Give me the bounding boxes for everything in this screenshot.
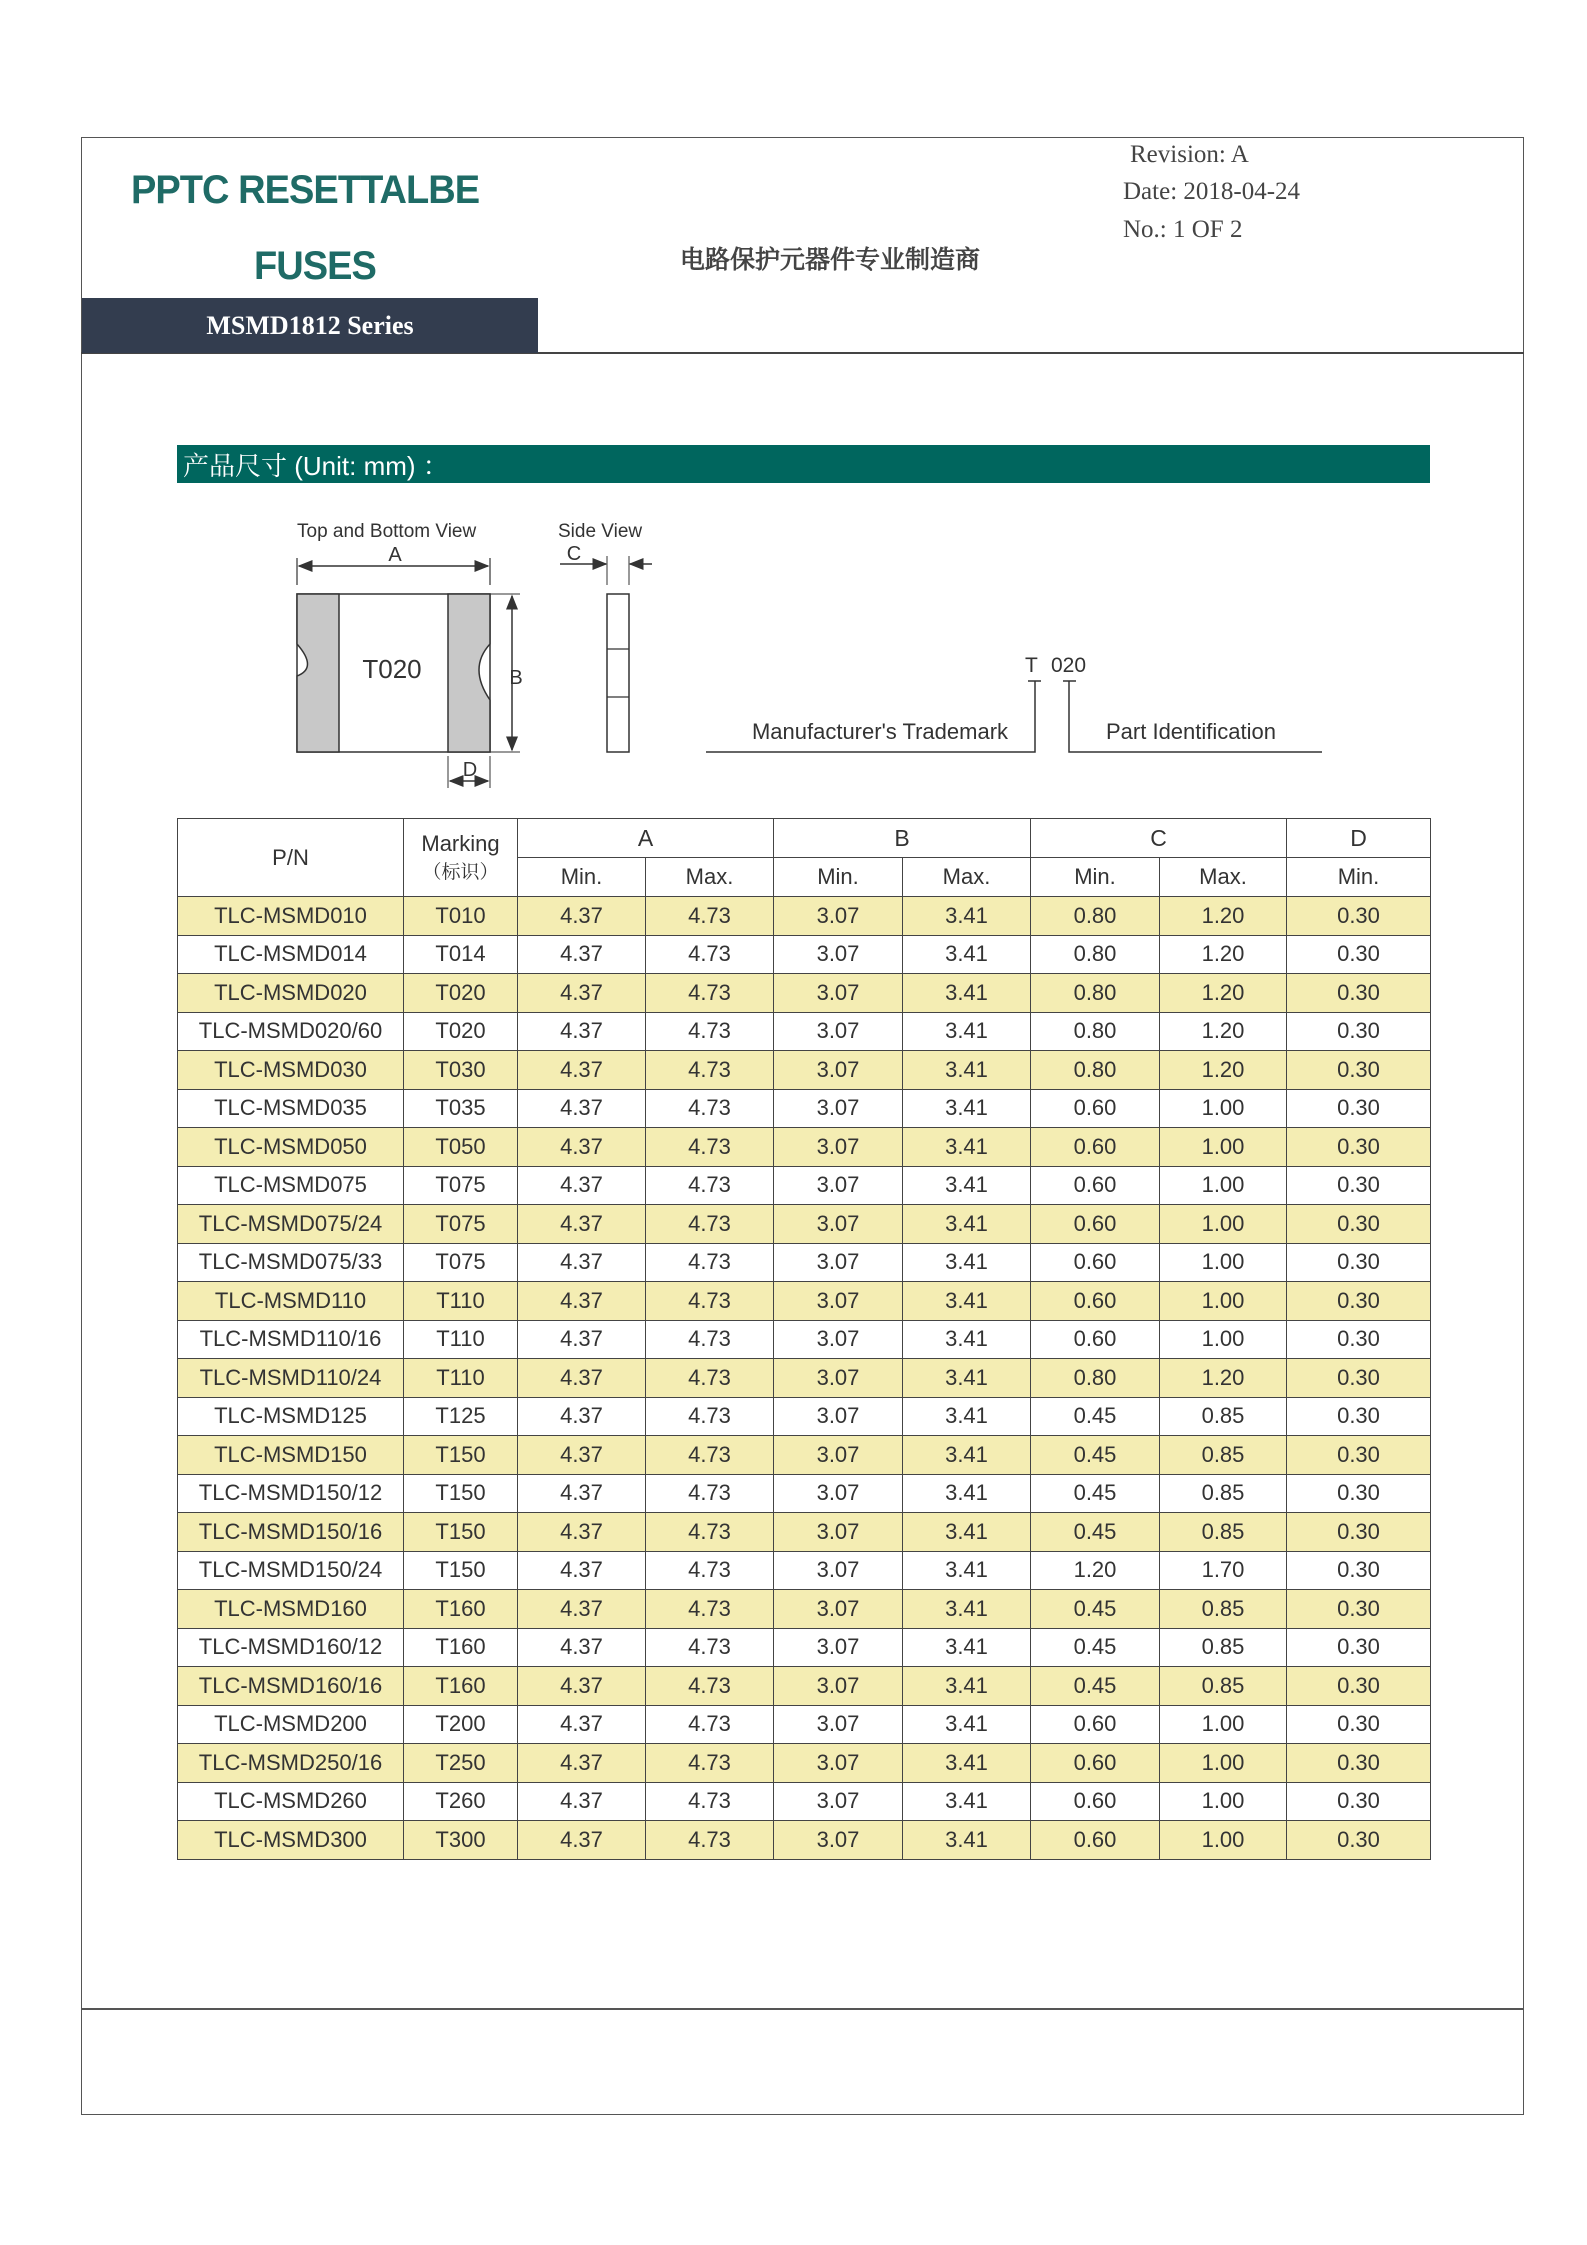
left-terminal	[297, 594, 339, 752]
cell-c-min: 0.80	[1031, 1051, 1160, 1090]
col-header-a-max: Max.	[646, 858, 774, 897]
col-group-c: C	[1031, 819, 1287, 858]
cell-marking: T075	[404, 1243, 518, 1282]
cell-c-min: 0.45	[1031, 1667, 1160, 1706]
cell-c-max: 1.20	[1160, 974, 1287, 1013]
cell-d-min: 0.30	[1287, 1128, 1431, 1167]
cell-a-min: 4.37	[518, 1243, 646, 1282]
cell-c-max: 1.00	[1160, 1705, 1287, 1744]
cell-pn: TLC-MSMD075	[178, 1166, 404, 1205]
cell-marking: T110	[404, 1320, 518, 1359]
cell-a-max: 4.73	[646, 1243, 774, 1282]
col-header-b-max: Max.	[903, 858, 1031, 897]
cell-c-max: 1.00	[1160, 1128, 1287, 1167]
cell-pn: TLC-MSMD125	[178, 1397, 404, 1436]
table-row	[178, 1205, 1431, 1244]
cell-d-min: 0.30	[1287, 1397, 1431, 1436]
cell-a-max: 4.73	[646, 1051, 774, 1090]
cell-a-max: 4.73	[646, 974, 774, 1013]
cell-a-min: 4.37	[518, 1166, 646, 1205]
cell-d-min: 0.30	[1287, 1436, 1431, 1475]
col-header-c-max: Max.	[1160, 858, 1287, 897]
cell-b-min: 3.07	[774, 1359, 903, 1398]
cell-c-min: 1.20	[1031, 1551, 1160, 1590]
cell-a-min: 4.37	[518, 897, 646, 936]
cell-c-max: 1.20	[1160, 1359, 1287, 1398]
cell-pn: TLC-MSMD200	[178, 1705, 404, 1744]
table-row	[178, 1397, 1431, 1436]
cell-marking: T150	[404, 1551, 518, 1590]
cell-a-max: 4.73	[646, 1705, 774, 1744]
cell-a-max: 4.73	[646, 1320, 774, 1359]
cell-d-min: 0.30	[1287, 1590, 1431, 1629]
cell-a-max: 4.73	[646, 1782, 774, 1821]
cell-b-max: 3.41	[903, 1320, 1031, 1359]
cell-c-max: 1.00	[1160, 1243, 1287, 1282]
chip-side-view	[607, 594, 629, 752]
cell-a-max: 4.73	[646, 1397, 774, 1436]
cell-d-min: 0.30	[1287, 1628, 1431, 1667]
table-row	[178, 1359, 1431, 1398]
cell-pn: TLC-MSMD035	[178, 1089, 404, 1128]
table-row	[178, 1551, 1431, 1590]
cell-marking: T020	[404, 974, 518, 1013]
cell-c-max: 1.70	[1160, 1551, 1287, 1590]
cell-c-max: 0.85	[1160, 1590, 1287, 1629]
cell-marking: T150	[404, 1513, 518, 1552]
cell-b-min: 3.07	[774, 1089, 903, 1128]
cell-c-max: 1.20	[1160, 1051, 1287, 1090]
cell-marking: T030	[404, 1051, 518, 1090]
section-title: 产品尺寸 (Unit: mm) ：	[183, 450, 449, 481]
cell-b-max: 3.41	[903, 1513, 1031, 1552]
cell-b-max: 3.41	[903, 1205, 1031, 1244]
cell-b-max: 3.41	[903, 1590, 1031, 1629]
col-group-b: B	[774, 819, 1031, 858]
cell-b-max: 3.41	[903, 1474, 1031, 1513]
cell-pn: TLC-MSMD150/16	[178, 1513, 404, 1552]
cell-marking: T075	[404, 1205, 518, 1244]
cell-b-min: 3.07	[774, 1243, 903, 1282]
cell-pn: TLC-MSMD300	[178, 1821, 404, 1860]
cell-c-max: 0.85	[1160, 1397, 1287, 1436]
table-row	[178, 935, 1431, 974]
cell-b-min: 3.07	[774, 1128, 903, 1167]
chip-marking: T020	[362, 654, 422, 684]
cell-a-max: 4.73	[646, 1166, 774, 1205]
cell-b-min: 3.07	[774, 935, 903, 974]
cell-marking: T020	[404, 1012, 518, 1051]
table-row	[178, 1590, 1431, 1629]
table-row	[178, 1821, 1431, 1860]
cell-c-max: 1.00	[1160, 1782, 1287, 1821]
cell-a-min: 4.37	[518, 1551, 646, 1590]
marking-prefix: T	[1025, 654, 1038, 677]
cell-d-min: 0.30	[1287, 1782, 1431, 1821]
cell-d-min: 0.30	[1287, 1821, 1431, 1860]
cell-a-max: 4.73	[646, 1821, 774, 1860]
cell-a-max: 4.73	[646, 1205, 774, 1244]
company-tagline: 电路保护元器件专业制造商	[679, 246, 980, 274]
table-row	[178, 1744, 1431, 1783]
revision-text: Revision: A	[1130, 141, 1249, 168]
cell-b-min: 3.07	[774, 1474, 903, 1513]
cell-a-max: 4.73	[646, 1128, 774, 1167]
cell-b-min: 3.07	[774, 1782, 903, 1821]
cell-c-max: 1.00	[1160, 1166, 1287, 1205]
cell-a-min: 4.37	[518, 1821, 646, 1860]
cell-marking: T300	[404, 1821, 518, 1860]
cell-b-min: 3.07	[774, 1436, 903, 1475]
cell-marking: T150	[404, 1474, 518, 1513]
date-text: Date: 2018-04-24	[1123, 178, 1301, 205]
table-row	[178, 1166, 1431, 1205]
cell-pn: TLC-MSMD075/24	[178, 1205, 404, 1244]
table-row	[178, 974, 1431, 1013]
cell-a-min: 4.37	[518, 1051, 646, 1090]
cell-pn: TLC-MSMD075/33	[178, 1243, 404, 1282]
cell-b-max: 3.41	[903, 1051, 1031, 1090]
marking-header-cn: （标识）	[422, 862, 499, 883]
cell-pn: TLC-MSMD250/16	[178, 1744, 404, 1783]
cell-b-min: 3.07	[774, 1397, 903, 1436]
table-row	[178, 1436, 1431, 1475]
cell-c-min: 0.80	[1031, 974, 1160, 1013]
cell-a-max: 4.73	[646, 1089, 774, 1128]
cell-marking: T035	[404, 1089, 518, 1128]
cell-c-min: 0.45	[1031, 1397, 1160, 1436]
cell-b-min: 3.07	[774, 1551, 903, 1590]
cell-b-max: 3.41	[903, 1012, 1031, 1051]
cell-a-min: 4.37	[518, 1282, 646, 1321]
cell-pn: TLC-MSMD020/60	[178, 1012, 404, 1051]
cell-b-min: 3.07	[774, 1320, 903, 1359]
cell-marking: T014	[404, 935, 518, 974]
cell-b-max: 3.41	[903, 1667, 1031, 1706]
cell-c-max: 0.85	[1160, 1474, 1287, 1513]
cell-c-min: 0.45	[1031, 1474, 1160, 1513]
cell-d-min: 0.30	[1287, 1166, 1431, 1205]
cell-c-min: 0.60	[1031, 1128, 1160, 1167]
cell-pn: TLC-MSMD020	[178, 974, 404, 1013]
cell-b-min: 3.07	[774, 1205, 903, 1244]
table-row	[178, 1051, 1431, 1090]
table-row	[178, 1320, 1431, 1359]
cell-marking: T050	[404, 1128, 518, 1167]
cell-c-min: 0.45	[1031, 1436, 1160, 1475]
table-row	[178, 1667, 1431, 1706]
cell-c-max: 0.85	[1160, 1667, 1287, 1706]
cell-pn: TLC-MSMD110/16	[178, 1320, 404, 1359]
dim-a-label: A	[388, 544, 402, 566]
cell-b-max: 3.41	[903, 935, 1031, 974]
cell-b-min: 3.07	[774, 1166, 903, 1205]
table-row	[178, 1628, 1431, 1667]
cell-a-max: 4.73	[646, 1667, 774, 1706]
cell-d-min: 0.30	[1287, 1089, 1431, 1128]
table-row	[178, 1012, 1431, 1051]
chip-top-view	[297, 594, 490, 752]
cell-marking: T160	[404, 1628, 518, 1667]
cell-marking: T010	[404, 897, 518, 936]
cell-b-min: 3.07	[774, 1705, 903, 1744]
table-row	[178, 897, 1431, 936]
cell-pn: TLC-MSMD150/24	[178, 1551, 404, 1590]
cell-a-max: 4.73	[646, 1359, 774, 1398]
cell-marking: T250	[404, 1744, 518, 1783]
cell-a-max: 4.73	[646, 1474, 774, 1513]
cell-d-min: 0.30	[1287, 1744, 1431, 1783]
col-header-c-min: Min.	[1031, 858, 1160, 897]
dimensions-table	[177, 818, 1431, 1860]
cell-c-min: 0.60	[1031, 1320, 1160, 1359]
cell-b-max: 3.41	[903, 897, 1031, 936]
top-view-label: Top and Bottom View	[297, 521, 477, 542]
side-view-label: Side View	[558, 521, 643, 542]
cell-c-min: 0.60	[1031, 1705, 1160, 1744]
cell-pn: TLC-MSMD014	[178, 935, 404, 974]
col-header-pn: P/N	[178, 819, 404, 897]
cell-pn: TLC-MSMD150	[178, 1436, 404, 1475]
cell-a-min: 4.37	[518, 1205, 646, 1244]
cell-b-min: 3.07	[774, 1628, 903, 1667]
table-row	[178, 1243, 1431, 1282]
cell-b-max: 3.41	[903, 1436, 1031, 1475]
cell-pn: TLC-MSMD160	[178, 1590, 404, 1629]
cell-c-max: 1.00	[1160, 1282, 1287, 1321]
cell-a-min: 4.37	[518, 1705, 646, 1744]
cell-b-min: 3.07	[774, 1012, 903, 1051]
cell-c-min: 0.80	[1031, 935, 1160, 974]
cell-a-max: 4.73	[646, 897, 774, 936]
cell-c-max: 1.00	[1160, 1744, 1287, 1783]
col-header-a-min: Min.	[518, 858, 646, 897]
cell-b-min: 3.07	[774, 1590, 903, 1629]
cell-d-min: 0.30	[1287, 1474, 1431, 1513]
cell-d-min: 0.30	[1287, 1320, 1431, 1359]
footer-divider	[81, 2008, 1524, 2010]
cell-d-min: 0.30	[1287, 1359, 1431, 1398]
cell-b-min: 3.07	[774, 1667, 903, 1706]
cell-c-min: 0.60	[1031, 1282, 1160, 1321]
cell-c-max: 1.00	[1160, 1205, 1287, 1244]
cell-a-min: 4.37	[518, 1513, 646, 1552]
cell-a-min: 4.37	[518, 1667, 646, 1706]
cell-d-min: 0.30	[1287, 1205, 1431, 1244]
cell-c-max: 1.20	[1160, 897, 1287, 936]
cell-c-min: 0.60	[1031, 1782, 1160, 1821]
cell-c-min: 0.60	[1031, 1243, 1160, 1282]
cell-d-min: 0.30	[1287, 1667, 1431, 1706]
cell-c-max: 0.85	[1160, 1628, 1287, 1667]
trademark-label: Manufacturer's Trademark	[751, 719, 1009, 744]
cell-a-min: 4.37	[518, 935, 646, 974]
cell-a-min: 4.37	[518, 1320, 646, 1359]
cell-a-max: 4.73	[646, 1012, 774, 1051]
cell-a-min: 4.37	[518, 1436, 646, 1475]
cell-pn: TLC-MSMD110/24	[178, 1359, 404, 1398]
cell-b-max: 3.41	[903, 1128, 1031, 1167]
col-header-d-min: Min.	[1287, 858, 1431, 897]
cell-b-max: 3.41	[903, 1782, 1031, 1821]
cell-d-min: 0.30	[1287, 1513, 1431, 1552]
cell-b-max: 3.41	[903, 1551, 1031, 1590]
cell-c-max: 1.00	[1160, 1089, 1287, 1128]
cell-a-min: 4.37	[518, 1744, 646, 1783]
cell-marking: T160	[404, 1667, 518, 1706]
cell-c-min: 0.45	[1031, 1628, 1160, 1667]
table-row	[178, 1782, 1431, 1821]
cell-marking: T125	[404, 1397, 518, 1436]
cell-b-max: 3.41	[903, 1359, 1031, 1398]
cell-a-min: 4.37	[518, 1782, 646, 1821]
cell-a-min: 4.37	[518, 1397, 646, 1436]
cell-a-min: 4.37	[518, 1089, 646, 1128]
table-row	[178, 1513, 1431, 1552]
cell-pn: TLC-MSMD010	[178, 897, 404, 936]
cell-d-min: 0.30	[1287, 1705, 1431, 1744]
col-group-d: D	[1287, 819, 1431, 858]
cell-pn: TLC-MSMD110	[178, 1282, 404, 1321]
cell-b-max: 3.41	[903, 1089, 1031, 1128]
cell-b-min: 3.07	[774, 897, 903, 936]
cell-b-min: 3.07	[774, 1051, 903, 1090]
cell-a-max: 4.73	[646, 935, 774, 974]
col-group-a: A	[518, 819, 774, 858]
cell-b-max: 3.41	[903, 1705, 1031, 1744]
cell-pn: TLC-MSMD030	[178, 1051, 404, 1090]
cell-b-min: 3.07	[774, 1282, 903, 1321]
cell-c-min: 0.60	[1031, 1205, 1160, 1244]
cell-d-min: 0.30	[1287, 1243, 1431, 1282]
cell-b-min: 3.07	[774, 1744, 903, 1783]
table-body	[178, 897, 1431, 1860]
cell-b-max: 3.41	[903, 1397, 1031, 1436]
table-row	[178, 1474, 1431, 1513]
cell-a-min: 4.37	[518, 1359, 646, 1398]
table-row	[178, 1705, 1431, 1744]
cell-c-min: 0.60	[1031, 1744, 1160, 1783]
cell-d-min: 0.30	[1287, 1282, 1431, 1321]
table-row	[178, 1282, 1431, 1321]
cell-b-max: 3.41	[903, 1628, 1031, 1667]
cell-a-min: 4.37	[518, 1474, 646, 1513]
cell-c-max: 0.85	[1160, 1513, 1287, 1552]
cell-a-min: 4.37	[518, 1012, 646, 1051]
cell-a-max: 4.73	[646, 1513, 774, 1552]
cell-pn: TLC-MSMD260	[178, 1782, 404, 1821]
cell-a-max: 4.73	[646, 1436, 774, 1475]
cell-a-max: 4.73	[646, 1551, 774, 1590]
cell-marking: T110	[404, 1282, 518, 1321]
cell-a-min: 4.37	[518, 974, 646, 1013]
cell-c-min: 0.80	[1031, 1012, 1160, 1051]
cell-pn: TLC-MSMD160/12	[178, 1628, 404, 1667]
marking-suffix: 020	[1051, 654, 1087, 677]
cell-b-max: 3.41	[903, 974, 1031, 1013]
cell-a-max: 4.73	[646, 1590, 774, 1629]
cell-a-min: 4.37	[518, 1128, 646, 1167]
cell-c-max: 1.20	[1160, 1012, 1287, 1051]
cell-c-min: 0.60	[1031, 1089, 1160, 1128]
cell-c-min: 0.60	[1031, 1166, 1160, 1205]
table-row	[178, 1089, 1431, 1128]
cell-c-max: 1.20	[1160, 935, 1287, 974]
cell-b-min: 3.07	[774, 1821, 903, 1860]
doc-title-line2: FUSES	[254, 244, 376, 288]
cell-d-min: 0.30	[1287, 1051, 1431, 1090]
marking-header-en: Marking	[421, 831, 500, 856]
cell-b-max: 3.41	[903, 1282, 1031, 1321]
cell-pn: TLC-MSMD150/12	[178, 1474, 404, 1513]
cell-marking: T110	[404, 1359, 518, 1398]
cell-a-min: 4.37	[518, 1590, 646, 1629]
cell-a-max: 4.73	[646, 1628, 774, 1667]
cell-b-max: 3.41	[903, 1243, 1031, 1282]
cell-d-min: 0.30	[1287, 1551, 1431, 1590]
cell-c-max: 1.00	[1160, 1320, 1287, 1359]
cell-marking: T075	[404, 1166, 518, 1205]
cell-marking: T200	[404, 1705, 518, 1744]
dim-d-label: D	[462, 759, 478, 781]
cell-b-max: 3.41	[903, 1166, 1031, 1205]
cell-c-min: 0.60	[1031, 1821, 1160, 1860]
cell-d-min: 0.30	[1287, 897, 1431, 936]
cell-b-max: 3.41	[903, 1744, 1031, 1783]
cell-marking: T260	[404, 1782, 518, 1821]
cell-c-min: 0.45	[1031, 1513, 1160, 1552]
page-number-text: No.: 1 OF 2	[1123, 216, 1243, 243]
cell-c-max: 0.85	[1160, 1436, 1287, 1475]
cell-b-max: 3.41	[903, 1821, 1031, 1860]
cell-marking: T150	[404, 1436, 518, 1475]
table-row	[178, 1128, 1431, 1167]
cell-c-min: 0.80	[1031, 897, 1160, 936]
part-id-label: Part Identification	[1106, 719, 1276, 744]
cell-c-max: 1.00	[1160, 1821, 1287, 1860]
cell-a-min: 4.37	[518, 1628, 646, 1667]
dim-b-label: B	[509, 667, 523, 689]
col-header-marking	[404, 819, 518, 897]
cell-a-max: 4.73	[646, 1744, 774, 1783]
cell-a-max: 4.73	[646, 1282, 774, 1321]
cell-pn: TLC-MSMD160/16	[178, 1667, 404, 1706]
cell-marking: T160	[404, 1590, 518, 1629]
dimension-diagram	[0, 0, 1587, 800]
series-label: MSMD1812 Series	[82, 298, 538, 353]
col-header-b-min: Min.	[774, 858, 903, 897]
cell-d-min: 0.30	[1287, 1012, 1431, 1051]
cell-pn: TLC-MSMD050	[178, 1128, 404, 1167]
cell-b-min: 3.07	[774, 974, 903, 1013]
cell-d-min: 0.30	[1287, 974, 1431, 1013]
dim-c-label: C	[566, 543, 582, 565]
cell-b-min: 3.07	[774, 1513, 903, 1552]
cell-c-min: 0.80	[1031, 1359, 1160, 1398]
cell-d-min: 0.30	[1287, 935, 1431, 974]
cell-c-min: 0.45	[1031, 1590, 1160, 1629]
doc-title-line1: PPTC RESETTALBE	[131, 168, 480, 212]
